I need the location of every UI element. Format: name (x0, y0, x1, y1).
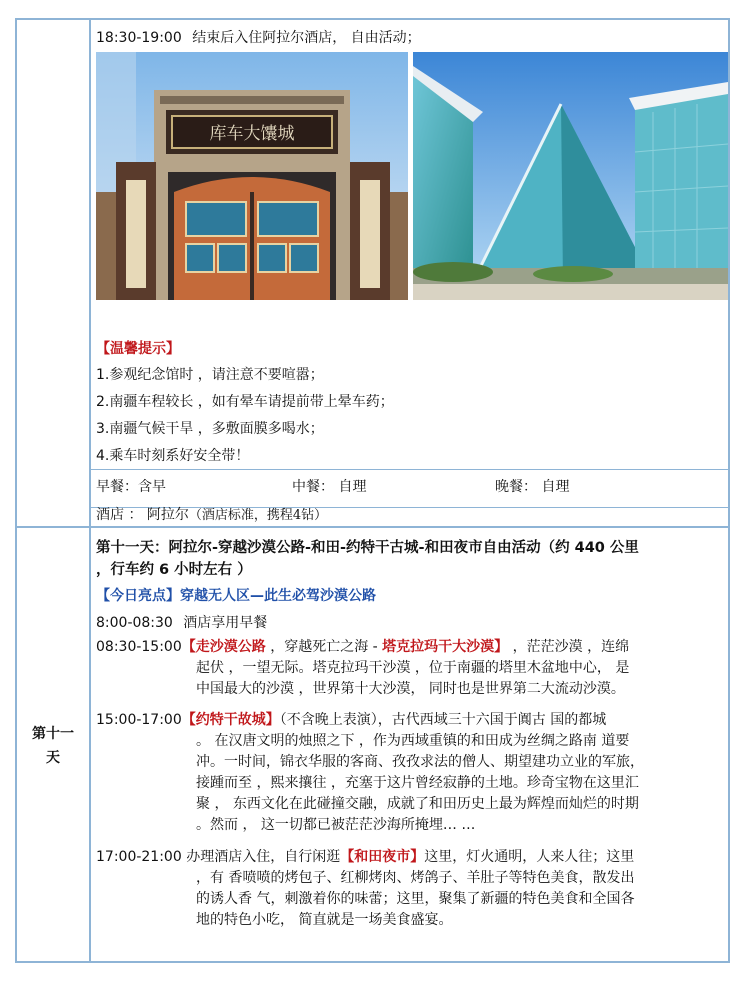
s3-line: 。 在汉唐文明的烛照之下 ，作为西域重镇的和田成为丝绸之路南 道要 (196, 733, 630, 749)
hotel-label: 酒店 ： 阿拉尔 (96, 507, 189, 523)
schedule-night-market (96, 847, 716, 931)
breakfast-label: 早餐： (96, 479, 138, 495)
evening-text: 结束后入住阿拉尔酒店， 自由活动； (192, 30, 421, 46)
s2-line3: 中国最大的沙漠 ，世界第十大沙漠， 同时也是世界第二大流动沙漠。 (196, 681, 625, 697)
s4-line: 地的特色小吃， 简直就是一场美食盛宴。 (196, 912, 453, 928)
meal-lunch (292, 476, 366, 496)
meal-dinner (495, 476, 569, 496)
tip-item-2: 2.南疆车程较长 ，如有晕车请提前带上晕车药； (96, 394, 394, 410)
schedule-ancient-city (96, 710, 716, 836)
day-highlight: 【今日亮点】穿越无人区—此生必驾沙漠公路 (96, 588, 376, 604)
s4-highlight: 【和田夜市】 (340, 849, 425, 865)
tip-item-3: 3.南疆气候干旱 ，多敷面膜多喝水； (96, 421, 324, 437)
meal-breakfast (96, 476, 166, 496)
day-label-cell (17, 528, 89, 963)
s4-line: ，有 香喷喷的烤包子、红柳烤肉、烤鸽子、羊肚子等特色美食，散发出 (196, 870, 635, 886)
s3-end: （不含晚上表演），古代西域三十六国于阗古 国的都城 (279, 712, 607, 728)
dinner-label: 晚餐： (495, 479, 537, 495)
tip-item-1: 1.参观纪念馆时 ，请注意不要喧嚣； (96, 367, 324, 383)
evening-schedule (96, 27, 421, 47)
s2-highlight-1: 【走沙漠公路 (181, 639, 266, 655)
breakfast-value: 含早 (138, 479, 166, 495)
row-divider (89, 469, 728, 470)
lunch-label: 中餐： (292, 479, 334, 495)
dinner-value: 自理 (541, 479, 570, 495)
schedule-desert-road (96, 637, 716, 700)
gate-sign-text: 库车大馕城 (209, 124, 295, 144)
tips-title: 【温馨提示】 (96, 341, 180, 357)
day-label-line2: 天 (46, 749, 60, 766)
s3-line: 冲。一时间，锦衣华服的客商、孜孜求法的僧人、期望建功立业的军旅， (196, 754, 644, 770)
s1-time: 8:00-08:30 (96, 615, 173, 631)
s2-line2: 起伏 ，一望无际。塔克拉玛干沙漠 ，位于南疆的塔里木盆地中心， 是 (196, 660, 630, 676)
s3-line: 。然而 ， 这一切都已被茫茫沙海所掩埋… … (196, 817, 476, 833)
column-divider (89, 20, 91, 961)
hotel-info (96, 504, 327, 524)
lunch-value: 自理 (338, 479, 367, 495)
schedule-breakfast (96, 612, 267, 632)
s4-line: 的诱人香 气，刺激着你的味蕾；这里，聚集了新疆的特色美食和全国各 (196, 891, 635, 907)
hotel-note: （酒店标准，携程4钻） (188, 508, 328, 523)
day-divider (17, 526, 728, 528)
s2-highlight-2: 塔克拉玛干大沙漠】 (382, 639, 509, 655)
s4-end: 这里，灯火通明，人来人往；这里 (424, 849, 635, 865)
tip-item-4: 4.乘车时刻系好安全带！ (96, 448, 250, 464)
s3-line: 聚 ， 东西文化在此碰撞交融，成就了和田历史上最为辉煌而灿烂的时期 (196, 796, 639, 812)
s3-highlight: 【约特干故城】 (181, 712, 280, 728)
day-label-line1: 第十一 (32, 725, 74, 742)
s4-time: 17:00-21:00 (96, 849, 182, 865)
day-title-line1: 第十一天：阿拉尔-穿越沙漠公路-和田-约特干古城-和田夜市自由活动（约 440 公里 (96, 540, 639, 556)
s2-mid: ，穿越死亡之海 - (270, 639, 378, 655)
day-title-line2: ，行车约 6 小时左右 ） (96, 562, 252, 578)
s3-line: 接踵而至 ，熙来攘往 ，充塞于这片曾经寂静的土地。珍奇宝物在这里汇 (196, 775, 639, 791)
evening-time: 18:30-19:00 (96, 30, 182, 46)
gate-photo (96, 52, 408, 300)
s4-pre: 办理酒店入住，自行闲逛 (186, 849, 341, 865)
glass-building-photo (413, 52, 728, 300)
s3-time: 15:00-17:00 (96, 712, 182, 728)
s2-end: ，茫茫沙漠 ，连绵 (512, 639, 630, 655)
s2-time: 08:30-15:00 (96, 639, 182, 655)
s1-text: 酒店享用早餐 (183, 615, 268, 631)
